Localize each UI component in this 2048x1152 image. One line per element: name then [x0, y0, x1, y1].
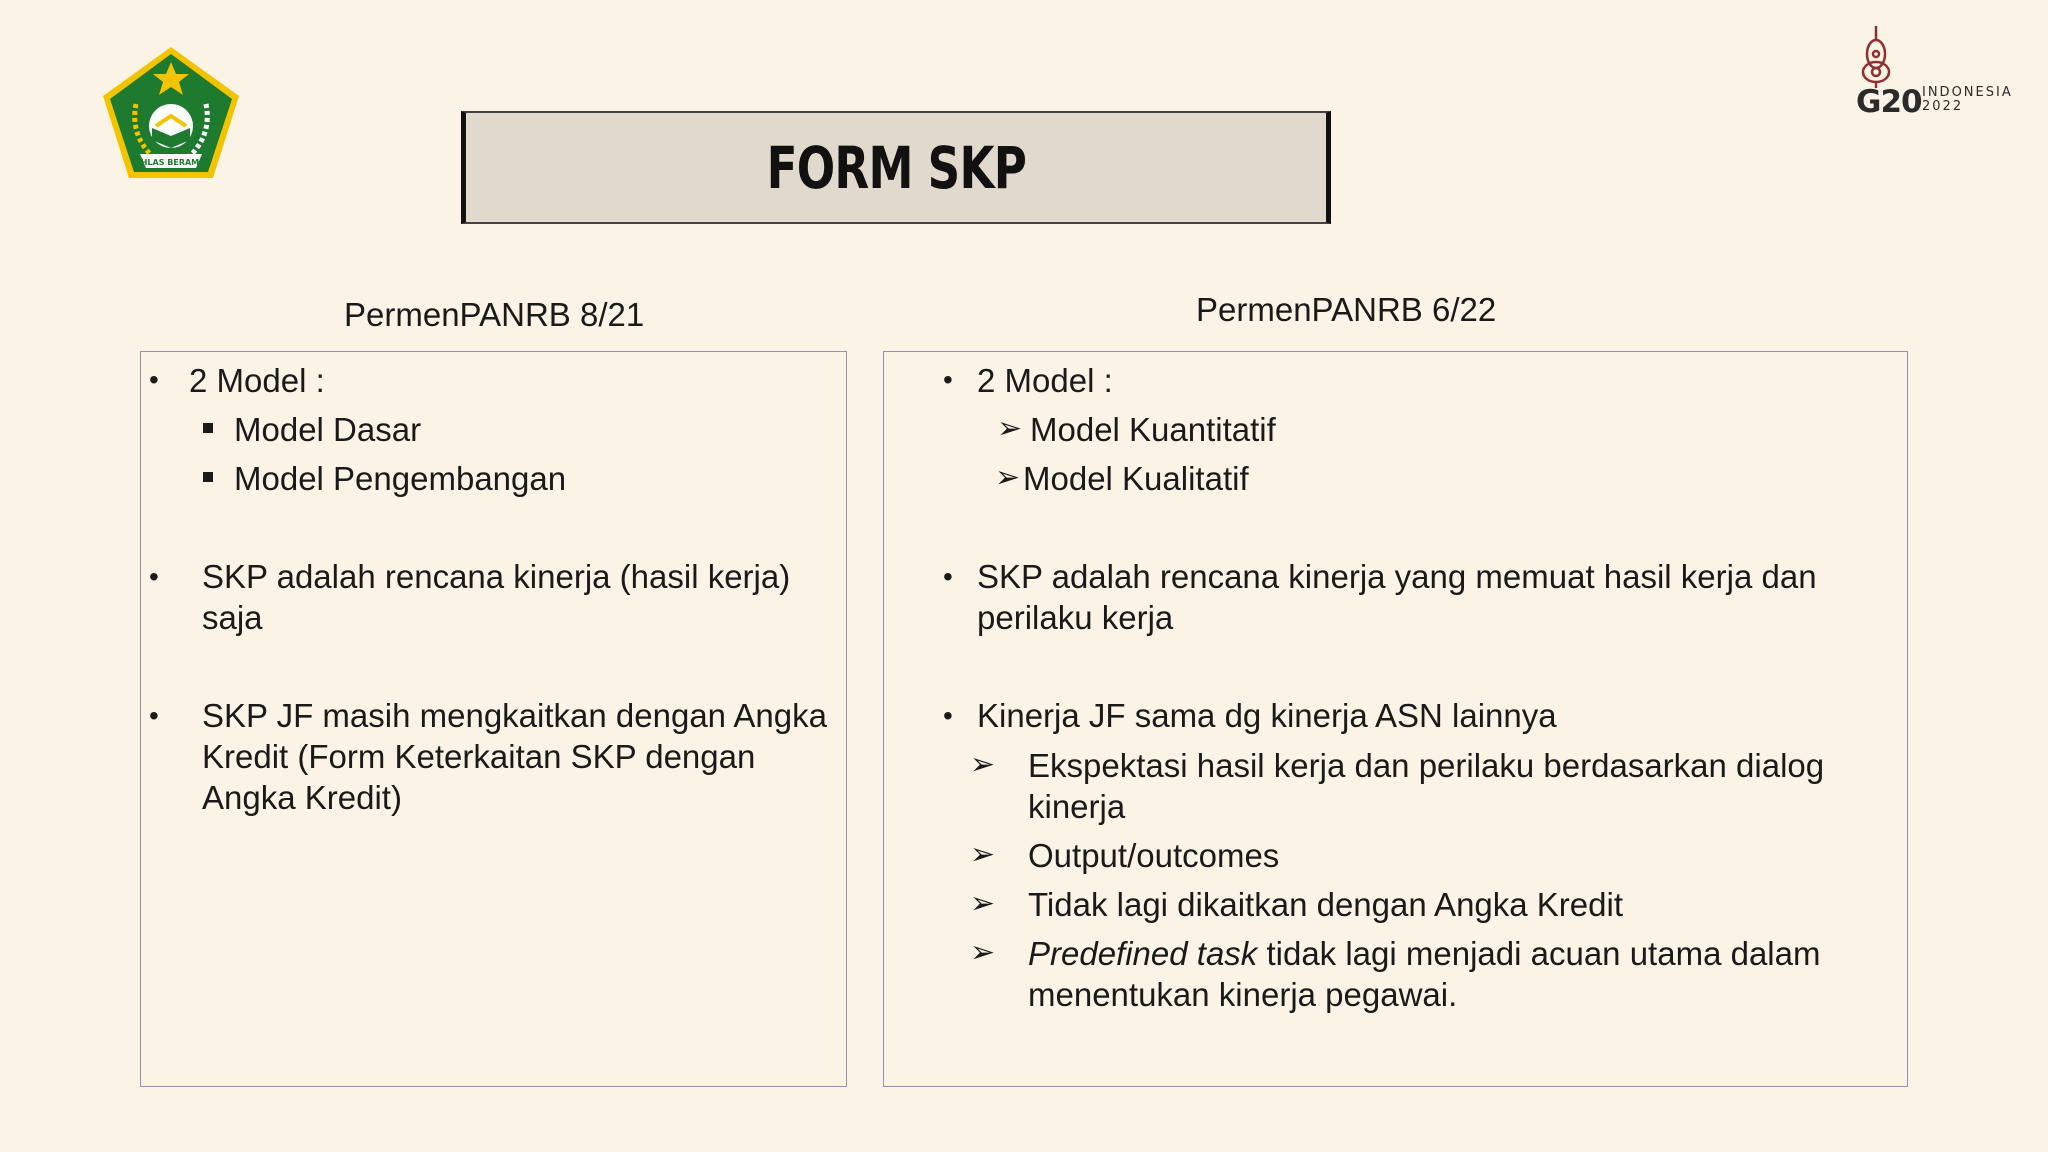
right-sub-angka-kredit: Tidak lagi dikaitkan dengan Angka Kredit — [1028, 886, 1623, 923]
square-bullet-icon — [203, 472, 213, 482]
left-item-jf-line1: SKP JF masih mengkaitkan dengan Angka — [202, 697, 827, 734]
left-item-skp-line1: SKP adalah rencana kinerja (hasil kerja) — [202, 558, 791, 595]
left-sub-model-dasar: Model Dasar — [234, 411, 422, 448]
ministry-logo — [100, 44, 242, 184]
left-item-skp-line2: saja — [202, 599, 263, 636]
svg-text:IKHLAS BERAMAL: IKHLAS BERAMAL — [131, 158, 211, 167]
right-sub-predefined-line2: menentukan kinerja pegawai. — [1028, 976, 1458, 1013]
bullet-icon: • — [943, 364, 953, 395]
bullet-icon: • — [943, 561, 953, 592]
g20-mark: G20 — [1856, 84, 1922, 120]
g20-caption: INDONESIA 2022 — [1922, 85, 2013, 114]
arrow-bullet-icon: ➢ — [970, 936, 996, 969]
arrow-bullet-icon: ➢ — [970, 838, 996, 871]
title-banner — [461, 111, 1331, 224]
page-title: FORM SKP — [766, 133, 1026, 202]
right-sub-ekspektasi-line1: Ekspektasi hasil kerja dan perilaku berdasarkan dialog — [1028, 747, 1825, 784]
arrow-bullet-icon: ➢ — [970, 748, 996, 781]
arrow-bullet-icon: ➢ — [970, 887, 996, 920]
right-item-skp-line2: perilaku kerja — [977, 599, 1174, 636]
bullet-icon: • — [149, 561, 159, 592]
right-column-heading: PermenPANRB 6/22 — [1196, 291, 1497, 328]
left-item-jf-line3: Angka Kredit) — [202, 779, 402, 816]
arrow-bullet-icon: ➢ — [997, 412, 1023, 445]
right-item-skp-line1: SKP adalah rencana kinerja yang memuat hasil kerja dan — [977, 558, 1817, 595]
arrow-bullet-icon: ➢ — [995, 461, 1021, 494]
square-bullet-icon — [203, 423, 213, 433]
left-item-jf-line2: Kredit (Form Keterkaitan SKP dengan — [202, 738, 756, 775]
right-sub-predefined-line1: Predefined task tidak lagi menjadi acuan utama dalam — [1028, 935, 1821, 972]
right-sub-kuantitatif: Model Kuantitatif — [1030, 411, 1276, 448]
left-sub-model-pengembangan: Model Pengembangan — [234, 460, 567, 497]
left-item-models: 2 Model : — [189, 362, 325, 399]
right-sub-kualitatif: Model Kualitatif — [1023, 460, 1249, 497]
right-item-jf: Kinerja JF sama dg kinerja ASN lainnya — [977, 697, 1557, 734]
left-column-heading: PermenPANRB 8/21 — [344, 296, 645, 333]
predefined-task-term: Predefined task — [1028, 935, 1258, 972]
right-sub-ekspektasi-line2: kinerja — [1028, 788, 1126, 825]
bullet-icon: • — [943, 700, 953, 731]
bullet-icon: • — [149, 364, 159, 395]
right-sub-output: Output/outcomes — [1028, 837, 1280, 874]
bullet-icon: • — [149, 700, 159, 731]
right-item-models: 2 Model : — [977, 362, 1113, 399]
